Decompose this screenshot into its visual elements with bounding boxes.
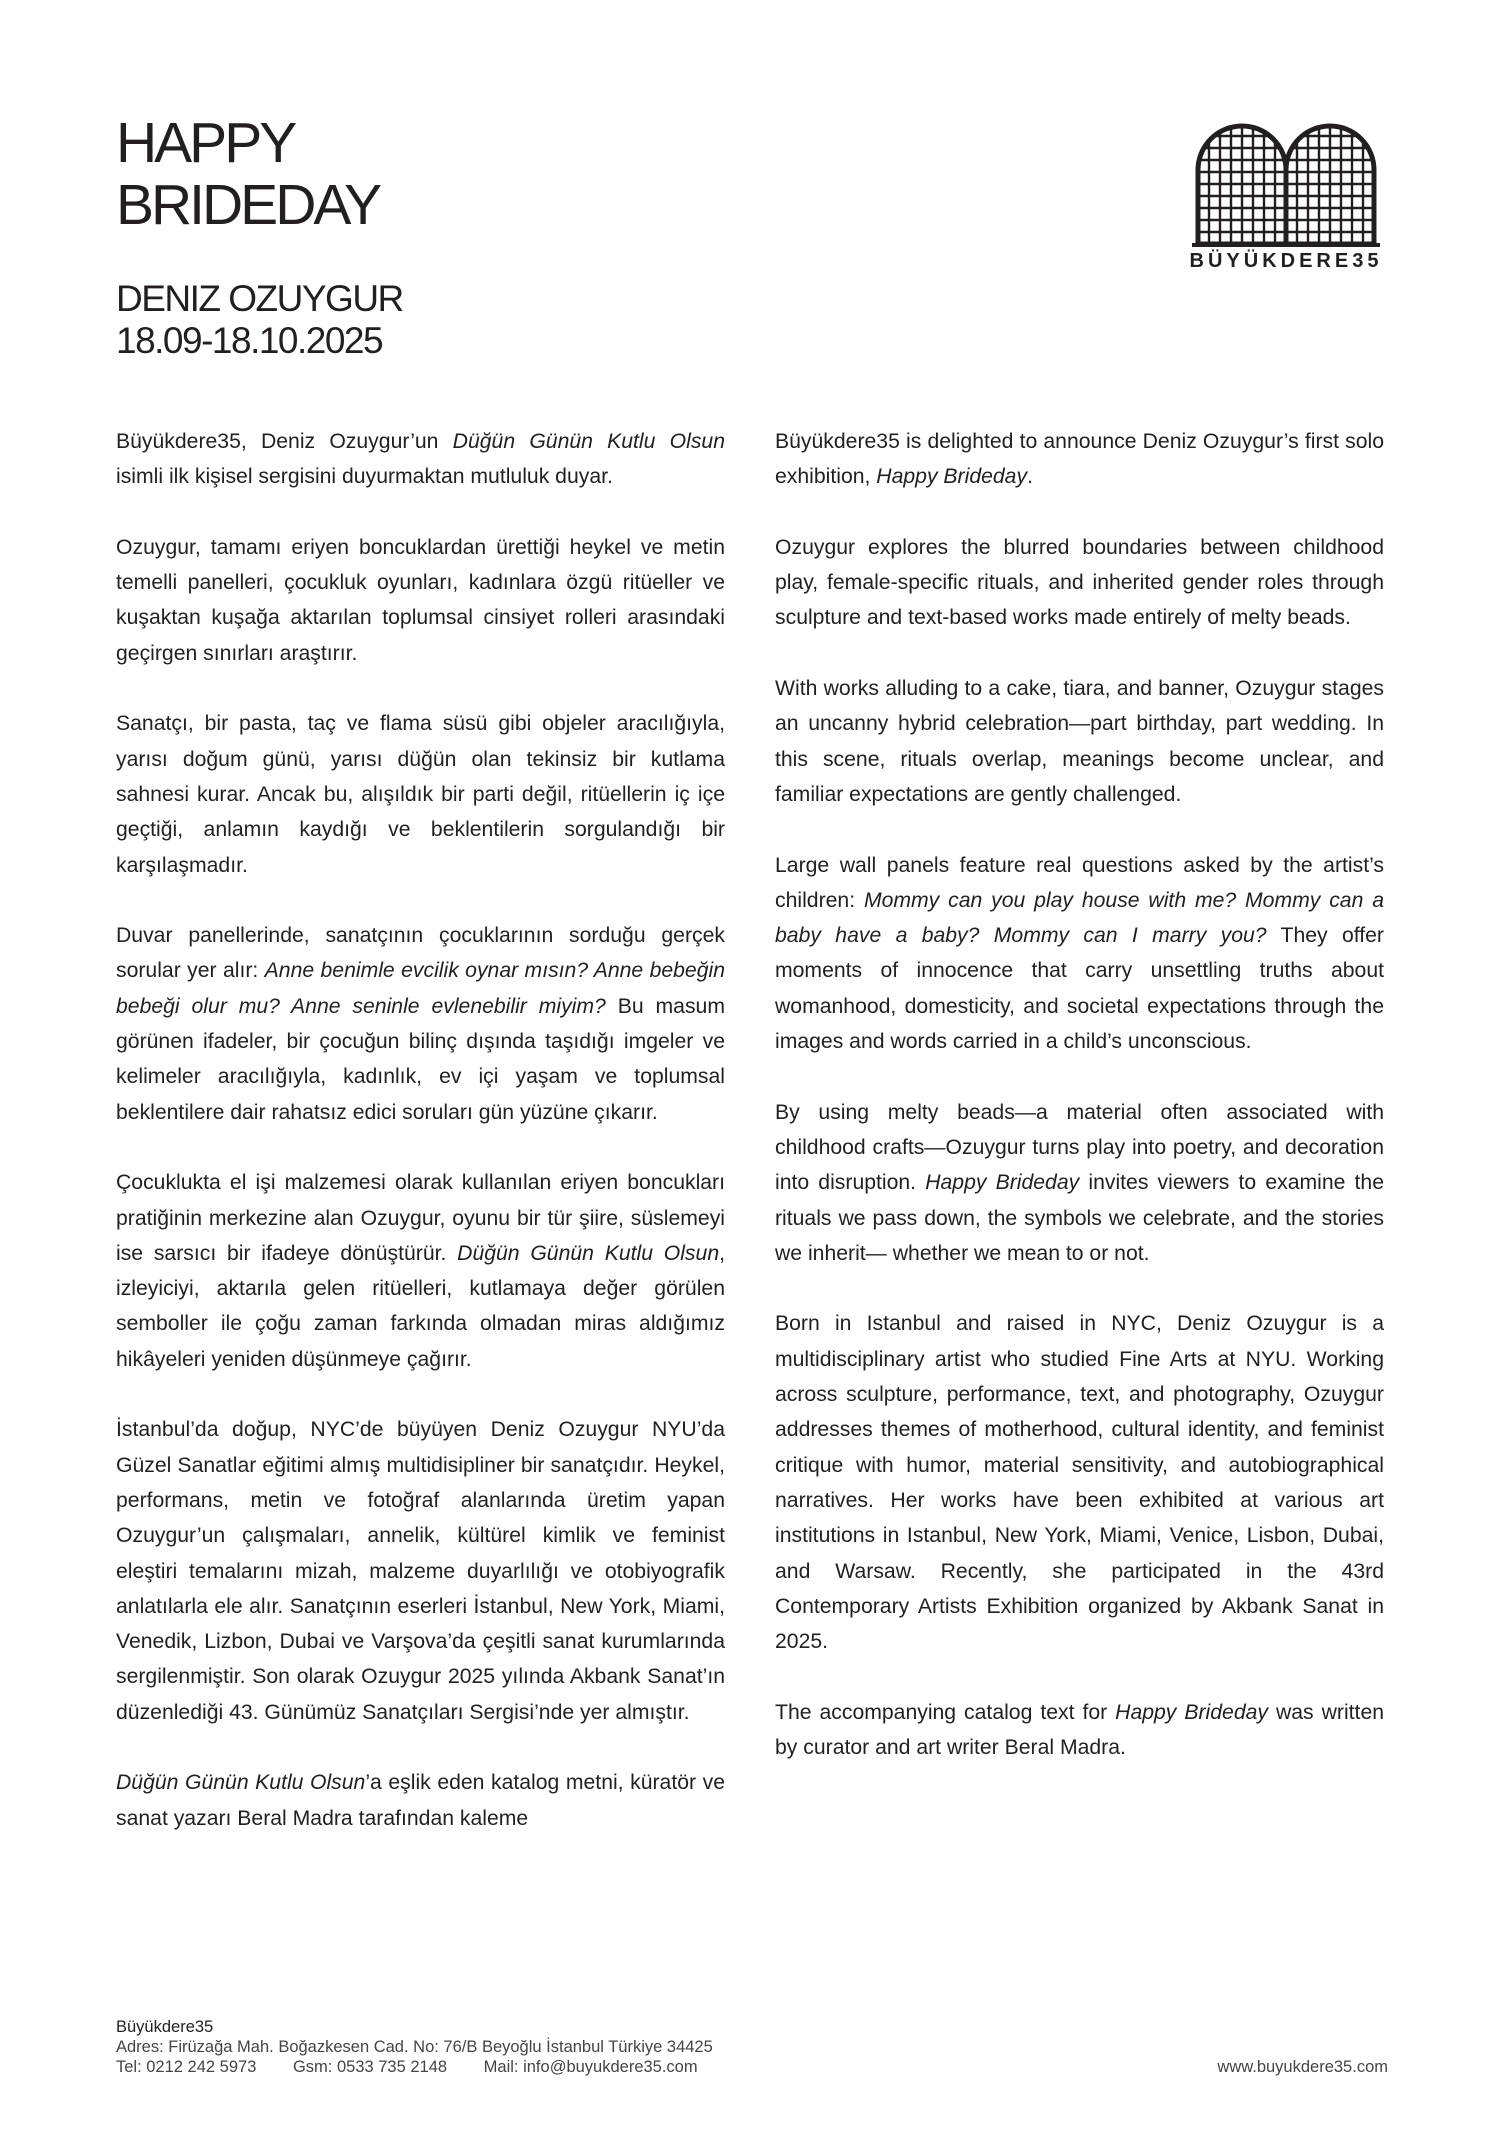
children-questions-tr: Anne benimle evcilik oynar mısın? Anne bebeğin bebeği olur mu? Anne seninle evlenebilir miyim? [116, 959, 725, 1018]
text-run: By using melty beads—a material often associated with childhood crafts—Ozuygur turns play into poetry, and decoration into disruption. [775, 1100, 1384, 1195]
footer-gsm: Gsm: 0533 735 2148 [292, 2058, 448, 2076]
text-run: Large wall panels feature real questions asked by the artist’s children: [775, 853, 1384, 912]
title-line-2: BRIDEDAY [116, 173, 380, 237]
text-run: . [1027, 465, 1033, 489]
tr-paragraph-2: Ozuygur, tamamı eriyen boncuklardan ürettiği heykel ve metin temelli panelleri, çocukluk oyunları, kadınlara özgü ritüeller ve kuşaktan kuşağa aktarılan toplumsal cinsiyet rolleri arasındaki geçirgen sınırları araştırır. [116, 535, 725, 665]
text-run: They offer moments of innocence that carry unsettling truths about womanhood, domesticity, and societal expectations through the images and words carried in a child’s unconscious. [775, 924, 1384, 1054]
artist-and-dates [116, 278, 403, 362]
exhibition-title [116, 112, 379, 236]
text-run: ’a eşlik eden katalog metni, küratör ve sanat yazarı Beral Madra tarafından kaleme [116, 1771, 725, 1830]
text-run: , izleyiciyi, aktarıla gelen ritüelleri, kutlamaya değer görülen semboller ile çoğu zaman farkında olmadan miras aldığımız hikâyeleri yeniden düşünmeye çağırır. [116, 1241, 725, 1371]
text-run: was written by curator and art writer Beral Madra. [775, 1700, 1385, 1759]
text-run: Bu masum görünen ifadeler, bir çocuğun bilinç dışında taşıdığı imgeler ve kelimeler aracılığıyla, kadınlık, ev içi yaşam ve toplumsal beklentilere dair rahatsız edici soruları gün yüzüne çıkarır. [116, 994, 725, 1124]
tr-paragraph-6: İstanbul’da doğup, NYC’de büyüyen Deniz Ozuygur NYU’da Güzel Sanatlar eğitimi almış multidisipliner bir sanatçıdır. Heykel, performans, metin ve fotoğraf alanlarında üretim yapan Ozuygur’un çalışmaları, annelik, kültürel kimlik ve feminist eleştiri temalarını mizah, malzeme duyarlılığı ve otobiyografik anlatılarla ele alır. Sanatçının eserleri İstanbul, New York, Miami, Venedik, Lizbon, Dubai ve Varşova’da çeşitli sanat kurumlarında sergilenmiştir. Son olarak Ozuygur 2025 yılında Akbank Sanat’ın düzenlediği 43. Günümüz Sanatçıları Sergisi’nde yer almıştır. [116, 1418, 725, 1724]
en-paragraph-1 [775, 424, 1384, 495]
logo-wordmark: BÜYÜKDERE35 [1189, 250, 1383, 272]
footer-contact [116, 2017, 730, 2077]
footer-contacts [116, 2057, 730, 2077]
exhibition-title-tr: Düğün Günün Kutlu Olsun [457, 1241, 720, 1265]
tr-paragraph-3: Sanatçı, bir pasta, taç ve flama süsü gibi objeler aracılığıyla, yarısı doğum günü, yarısı düğün olan tekinsiz bir kutlama sahnesi kurar. Ancak bu, alışıldık bir parti değil, ritüellerin iç içe geçtiği, anlamın kaydığı ve beklentilerin sorgulandığı bir karşılaşmadır. [116, 712, 725, 877]
exhibition-title-tr: Düğün Günün Kutlu Olsun [452, 430, 725, 453]
en-paragraph-7 [775, 1695, 1384, 1766]
text-run: isimli ilk kişisel sergisini duyurmaktan mutluluk duyar. [116, 465, 613, 489]
tr-paragraph-5 [116, 1165, 725, 1377]
gallery-logo [1186, 118, 1386, 273]
exhibition-title-en: Happy Brideday [925, 1171, 1080, 1195]
text-run: The accompanying catalog text for [775, 1700, 1116, 1724]
title-line-1: HAPPY [116, 111, 295, 175]
text-run: invites viewers to examine the rituals we pass down, the symbols we celebrate, and the stories we inherit— whether we mean to or not. [775, 1171, 1384, 1265]
footer-website-link[interactable]: www.buyukdere35.com [1217, 2058, 1388, 2076]
arched-windows-logo-icon [1186, 118, 1386, 248]
exhibition-title-en: Happy Brideday [1115, 1700, 1268, 1724]
en-paragraph-5 [775, 1095, 1384, 1271]
tr-paragraph-4 [116, 918, 725, 1130]
en-paragraph-3: With works alluding to a cake, tiara, and banner, Ozuygur stages an uncanny hybrid celebration—part birthday, part wedding. In this scene, rituals overlap, meanings become unclear, and familiar expectations are gently challenged. [775, 677, 1384, 806]
tr-paragraph-7 [116, 1765, 725, 1836]
english-column [775, 424, 1384, 1801]
exhibition-title-tr: Düğün Günün Kutlu Olsun [116, 1771, 366, 1795]
tr-paragraph-1 [116, 424, 725, 495]
text-run: Duvar panellerinde, sanatçının çocuklarının sorduğu gerçek sorular yer alır: [116, 924, 725, 983]
children-questions-en: Mommy can you play house with me? Mommy can a baby have a baby? Mommy can I marry you? [775, 888, 1384, 948]
footer-tel: Tel: 0212 242 5973 [116, 2058, 257, 2076]
en-paragraph-6: Born in Istanbul and raised in NYC, Deniz Ozuygur is a multidisciplinary artist who studied Fine Arts at NYU. Working across sculpture, performance, text, and photography, Ozuygur addresses themes of motherhood, cultural identity, and feminist critique with humor, material sensitivity, and autobiographical narratives. Her works have been exhibited at various art institutions in Istanbul, New York, Miami, Venice, Lisbon, Dubai, and Warsaw. Recently, she participated in the 43rd Contemporary Artists Exhibition organized by Akbank Sanat in 2025. [775, 1312, 1384, 1654]
text-run: Büyükdere35, Deniz Ozuygur’un [116, 430, 453, 453]
footer-address: Adres: Firüzağa Mah. Boğazkesen Cad. No: 76/B Beyoğlu İstanbul Türkiye 34425 [116, 2038, 713, 2056]
artist-name: DENIZ OZUYGUR [116, 278, 403, 319]
turkish-column [116, 424, 725, 1871]
en-paragraph-4 [775, 848, 1384, 1060]
text-run: Çocuklukta el işi malzemesi olarak kullanılan eriyen boncukları pratiğinin merkezine alan Ozuygur, oyunu bir tür şiire, süslemeyi ise sarsıcı bir ifadeye dönüştürür. [116, 1171, 725, 1265]
exhibition-title-en: Happy Brideday [876, 465, 1028, 489]
footer-gallery-name: Büyükdere35 [116, 2018, 214, 2036]
footer-mail-link[interactable]: Mail: info@buyukdere35.com [483, 2058, 698, 2076]
exhibition-dates: 18.09-18.10.2025 [116, 320, 383, 361]
text-run: Büyükdere35 is delighted to announce Deniz Ozuygur’s first solo exhibition, [775, 430, 1384, 489]
en-paragraph-2: Ozuygur explores the blurred boundaries between childhood play, female-specific rituals, and inherited gender roles through sculpture and text-based works made entirely of melty beads. [775, 535, 1384, 630]
